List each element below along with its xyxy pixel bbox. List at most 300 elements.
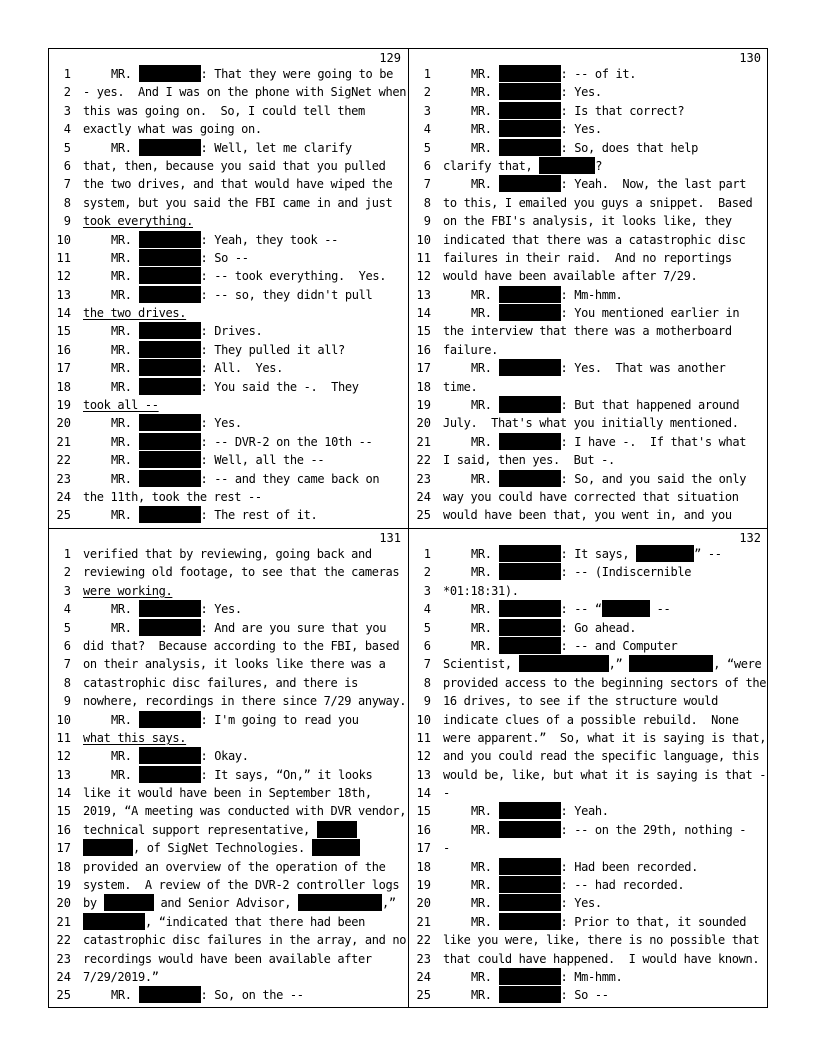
line-text: [83, 821, 357, 839]
line-number: 18: [416, 379, 431, 394]
transcript-line: [49, 729, 407, 747]
transcript-line: [49, 986, 407, 1004]
transcript-line: [409, 784, 767, 802]
line-number: 12: [416, 269, 431, 284]
text-segment: this was going on. So, I could tell them: [83, 103, 365, 118]
transcript-page: [49, 529, 407, 1007]
text-segment: : Yeah.: [560, 804, 609, 819]
transcript-line: [409, 747, 767, 765]
line-text: [83, 968, 159, 986]
text-segment: and Senior Advisor,: [153, 896, 298, 911]
transcript-line: [409, 65, 767, 83]
line-number: 1: [423, 547, 431, 561]
line-number: 2: [423, 85, 431, 100]
line-text: [443, 839, 450, 857]
transcript-line: [49, 322, 407, 340]
line-number: 1: [63, 67, 71, 81]
redaction-box: [499, 802, 561, 819]
text-segment: : -- and Computer: [560, 638, 678, 653]
text-segment: to this, I emailed you guys a snippet. Based: [443, 195, 753, 210]
transcript-page: [409, 529, 767, 1007]
line-text: [83, 784, 372, 802]
line-text: [111, 986, 304, 1004]
transcript-line: [49, 286, 407, 304]
line-text: [83, 692, 406, 710]
text-segment: ” --: [694, 547, 722, 561]
transcript-line: [49, 102, 407, 120]
text-segment: : Yeah. Now, the last part: [560, 177, 747, 192]
text-segment: like you were, like, there is no possible that: [443, 933, 760, 948]
transcript-line: [409, 286, 767, 304]
redaction-box: [499, 545, 561, 562]
redaction-box: [499, 637, 561, 654]
text-segment: : So, does that help: [560, 140, 698, 155]
line-number: 23: [56, 471, 71, 486]
redaction-box: [139, 747, 201, 764]
transcript-line: [409, 729, 767, 747]
transcript-line: [409, 711, 767, 729]
redaction-box: [139, 506, 201, 523]
line-text: [443, 729, 766, 747]
text-segment: MR.: [111, 471, 139, 486]
line-number: 8: [63, 675, 71, 690]
redaction-box: [636, 545, 694, 562]
page-number: 131: [379, 531, 401, 545]
line-text: [471, 619, 636, 637]
transcript-line: [409, 858, 767, 876]
transcript-line: [49, 231, 407, 249]
line-text: [111, 231, 338, 249]
transcript-line: [409, 600, 767, 618]
line-number: 19: [56, 878, 71, 893]
text-segment: 7/29/2019.”: [83, 969, 159, 984]
line-text: [83, 858, 385, 876]
transcript-line: [409, 267, 767, 285]
line-text: [443, 766, 766, 784]
page-number: 130: [739, 51, 761, 65]
text-segment: : But that happened around: [560, 398, 740, 413]
text-segment: -: [443, 841, 450, 856]
transcript-line: [409, 766, 767, 784]
line-number: 18: [56, 379, 71, 394]
text-segment: MR.: [471, 804, 499, 819]
text-segment: what this says.: [83, 730, 187, 745]
line-text: [471, 802, 609, 820]
text-segment: MR.: [111, 269, 139, 284]
redaction-box: [139, 451, 201, 468]
text-segment: : Drives.: [200, 324, 263, 339]
line-text: [111, 341, 345, 359]
line-text: [83, 545, 372, 563]
text-segment: : Well, let me clarify: [200, 140, 352, 155]
line-number: 19: [416, 878, 431, 893]
line-text: [443, 267, 697, 285]
text-segment: 2019, “A meeting was conducted with DVR vendor,: [83, 804, 407, 819]
line-number: 20: [56, 896, 71, 911]
text-segment: the interview that there was a motherboard: [443, 324, 732, 339]
text-segment: clarify that,: [443, 158, 540, 173]
line-text: [83, 157, 385, 175]
text-segment: by: [83, 896, 104, 911]
line-number: 6: [423, 638, 431, 653]
line-text: [111, 65, 393, 83]
redaction-box: [499, 102, 561, 119]
redaction-box: [139, 267, 201, 284]
redaction-box: [139, 433, 201, 450]
line-text: [443, 506, 732, 524]
line-number: 25: [416, 508, 431, 523]
line-text: [83, 729, 186, 747]
line-number: 10: [416, 712, 431, 727]
line-text: [83, 637, 399, 655]
redaction-box: [139, 286, 201, 303]
line-number: 16: [416, 822, 431, 837]
redaction-box: [499, 286, 561, 303]
line-number: 24: [416, 489, 431, 504]
text-segment: were apparent.” So, what it is saying is that,: [443, 730, 767, 745]
transcript-line: [49, 83, 407, 101]
line-number: 12: [56, 749, 71, 764]
text-segment: : -- “: [560, 602, 602, 617]
transcript-line: [409, 322, 767, 340]
text-segment: : It says,: [560, 547, 637, 561]
transcript-line: [409, 378, 767, 396]
line-text: [471, 858, 698, 876]
text-segment: MR.: [111, 324, 139, 339]
transcript-line: [49, 821, 407, 839]
transcript-line: [49, 894, 407, 912]
text-segment: indicate clues of a possible rebuild. None: [443, 712, 739, 727]
text-segment: MR.: [111, 712, 139, 727]
line-text: [471, 139, 698, 157]
text-segment: on the FBI's analysis, it looks like, they: [443, 214, 732, 229]
line-text: [111, 619, 386, 637]
line-number: 4: [423, 602, 431, 617]
text-segment: : -- DVR-2 on the 10th --: [200, 434, 373, 449]
text-segment: *01:18:31).: [443, 583, 519, 598]
redaction-box: [499, 968, 561, 985]
redaction-box: [139, 766, 201, 783]
line-text: [83, 582, 172, 600]
text-segment: , “were: [713, 657, 762, 672]
text-segment: : -- and they came back on: [200, 471, 380, 486]
line-number: 18: [56, 859, 71, 874]
line-text: [83, 194, 392, 212]
text-segment: that, then, because you said that you pulled: [83, 158, 386, 173]
line-number: 22: [56, 933, 71, 948]
line-number: 17: [416, 841, 431, 856]
transcript-line: [409, 470, 767, 488]
line-text: [471, 433, 746, 451]
transcript-line: [409, 304, 767, 322]
line-text: [443, 674, 766, 692]
line-text: [443, 249, 732, 267]
line-number: 13: [56, 767, 71, 782]
transcript-line: [49, 858, 407, 876]
line-text: [83, 931, 406, 949]
transcript-line: [409, 120, 767, 138]
line-text: [471, 637, 677, 655]
line-number: 21: [416, 434, 431, 449]
text-segment: MR.: [471, 177, 499, 192]
line-text: [443, 212, 732, 230]
line-number: 21: [416, 914, 431, 929]
text-segment: MR.: [471, 140, 499, 155]
line-number: 17: [56, 361, 71, 376]
line-number: 9: [63, 214, 71, 229]
text-segment: MR.: [111, 434, 139, 449]
line-text: [83, 488, 262, 506]
line-text: [471, 470, 746, 488]
text-segment: MR.: [471, 122, 499, 137]
line-text: [443, 194, 752, 212]
text-segment: technical support representative,: [83, 822, 317, 837]
redaction-box: [499, 83, 561, 100]
transcript-line: [409, 582, 767, 600]
line-text: [471, 600, 670, 618]
line-number: 13: [416, 287, 431, 302]
text-segment: : So, on the --: [200, 988, 304, 1003]
text-segment: did that? Because according to the FBI, based: [83, 638, 400, 653]
line-text: [471, 359, 726, 377]
text-segment: provided access to the beginning sectors of the: [443, 675, 767, 690]
line-number: 10: [56, 712, 71, 727]
redaction-box: [139, 619, 201, 636]
transcript-line: [49, 931, 407, 949]
text-segment: : So --: [560, 988, 609, 1003]
line-text: [443, 451, 615, 469]
transcript-line: [409, 488, 767, 506]
transcript-line: [49, 249, 407, 267]
line-text: [83, 175, 392, 193]
redaction-box: [104, 894, 154, 911]
line-number: 16: [56, 822, 71, 837]
line-number: 11: [56, 250, 71, 265]
line-number: 14: [56, 306, 71, 321]
line-text: [471, 968, 622, 986]
transcript-line: [409, 157, 767, 175]
text-segment: MR.: [111, 453, 139, 468]
line-number: 5: [423, 620, 431, 635]
line-text: [471, 913, 746, 931]
text-segment: - yes. And I was on the phone with SigNet when: [83, 85, 407, 100]
line-number: 9: [423, 694, 431, 709]
line-number: 15: [56, 804, 71, 819]
line-text: [443, 157, 602, 175]
line-text: [443, 931, 759, 949]
text-segment: MR.: [471, 638, 499, 653]
transcript-line: [49, 139, 407, 157]
transcript-line: [409, 802, 767, 820]
transcript-line: [49, 802, 407, 820]
redaction-box: [499, 359, 561, 376]
line-number: 22: [56, 453, 71, 468]
text-segment: : Mm-hmm.: [560, 969, 623, 984]
line-text: [471, 821, 746, 839]
transcript-sheet: [48, 48, 768, 1008]
text-segment: system. A review of the DVR-2 controller logs: [83, 878, 400, 893]
redaction-box: [499, 876, 561, 893]
line-text: [443, 747, 759, 765]
line-number: 7: [423, 657, 431, 672]
line-text: [111, 249, 249, 267]
line-text: [83, 655, 385, 673]
text-segment: MR.: [111, 508, 139, 523]
line-text: [471, 876, 684, 894]
text-segment: MR.: [471, 434, 499, 449]
line-text: [83, 102, 365, 120]
line-number: 3: [423, 583, 431, 598]
line-text: [83, 674, 358, 692]
text-segment: : -- had recorded.: [560, 878, 685, 893]
text-segment: that could have happened. I would have known.: [443, 951, 760, 966]
text-segment: : They pulled it all?: [200, 342, 345, 357]
transcript-line: [49, 619, 407, 637]
line-number: 15: [416, 324, 431, 339]
line-number: 6: [63, 158, 71, 173]
text-segment: : -- (Indiscernible: [560, 565, 692, 580]
text-segment: MR.: [471, 361, 499, 376]
redaction-box: [317, 821, 357, 838]
transcript-line: [49, 637, 407, 655]
line-text: [471, 304, 739, 322]
line-text: [83, 396, 159, 414]
redaction-box: [499, 821, 561, 838]
text-segment: MR.: [471, 969, 499, 984]
text-segment: MR.: [471, 67, 499, 81]
line-number: 19: [416, 398, 431, 413]
text-segment: indicated that there was a catastrophic disc: [443, 232, 746, 247]
line-text: [471, 545, 722, 563]
text-segment: were working.: [83, 583, 173, 598]
text-segment: system, but you said the FBI came in and just: [83, 195, 393, 210]
redaction-box: [298, 894, 382, 911]
text-segment: : Go ahead.: [560, 620, 637, 635]
text-segment: : -- took everything. Yes.: [200, 269, 387, 284]
text-segment: --: [649, 602, 671, 617]
text-segment: : The rest of it.: [200, 508, 318, 523]
text-segment: MR.: [111, 342, 139, 357]
line-number: 23: [56, 951, 71, 966]
transcript-line: [49, 120, 407, 138]
transcript-line: [409, 674, 767, 692]
page-lines: [49, 65, 407, 525]
page-number: 129: [379, 51, 401, 65]
text-segment: : Yes.: [560, 85, 602, 100]
line-text: [111, 139, 352, 157]
line-text: [471, 563, 691, 581]
text-segment: : So, and you said the only: [560, 471, 747, 486]
transcript-line: [49, 950, 407, 968]
transcript-line: [409, 139, 767, 157]
transcript-line: [409, 545, 767, 563]
transcript-line: [409, 175, 767, 193]
text-segment: : Yes.: [200, 416, 242, 431]
line-number: 4: [63, 122, 71, 137]
redaction-box: [139, 470, 201, 487]
line-text: [443, 488, 739, 506]
line-number: 4: [423, 122, 431, 137]
text-segment: failure.: [443, 342, 498, 357]
line-number: 25: [56, 988, 71, 1003]
line-number: 17: [416, 361, 431, 376]
line-number: 10: [56, 232, 71, 247]
line-number: 10: [416, 232, 431, 247]
text-segment: MR.: [471, 471, 499, 486]
transcript-line: [49, 839, 407, 857]
text-segment: : So --: [200, 250, 249, 265]
line-text: [111, 451, 324, 469]
text-segment: MR.: [111, 767, 139, 782]
redaction-box: [139, 322, 201, 339]
text-segment: : Had been recorded.: [560, 859, 698, 874]
line-number: 15: [416, 804, 431, 819]
transcript-line: [409, 986, 767, 1004]
transcript-line: [49, 766, 407, 784]
redaction-box: [629, 655, 713, 672]
text-segment: : Yes.: [560, 896, 602, 911]
transcript-line: [49, 212, 407, 230]
text-segment: : -- of it.: [560, 67, 637, 81]
text-segment: would have been that, you went in, and you: [443, 508, 732, 523]
line-text: [83, 894, 396, 912]
text-segment: MR.: [111, 749, 139, 764]
text-segment: and you could read the specific language, this: [443, 749, 760, 764]
transcript-line: [49, 655, 407, 673]
redaction-box: [139, 359, 201, 376]
transcript-line: [49, 267, 407, 285]
text-segment: MR.: [111, 232, 139, 247]
line-text: [111, 600, 242, 618]
text-segment: MR.: [471, 988, 499, 1003]
line-number: 5: [423, 140, 431, 155]
text-segment: : Yes. That was another: [560, 361, 726, 376]
redaction-box: [499, 175, 561, 192]
transcript-line: [409, 231, 767, 249]
text-segment: MR.: [111, 620, 139, 635]
line-text: [471, 120, 602, 138]
text-segment: : All. Yes.: [200, 361, 283, 376]
text-segment: : You said the -. They: [200, 379, 359, 394]
line-text: [111, 506, 317, 524]
line-text: [111, 747, 249, 765]
transcript-line: [409, 212, 767, 230]
line-number: 16: [416, 342, 431, 357]
text-segment: -: [443, 786, 450, 801]
transcript-line: [49, 304, 407, 322]
line-number: 23: [416, 951, 431, 966]
redaction-box: [499, 120, 561, 137]
text-segment: time.: [443, 379, 478, 394]
text-segment: MR.: [471, 85, 499, 100]
transcript-line: [49, 378, 407, 396]
transcript-line: [49, 396, 407, 414]
line-text: [111, 322, 262, 340]
line-text: [471, 102, 684, 120]
line-number: 1: [63, 547, 71, 561]
line-text: [443, 950, 759, 968]
text-segment: MR.: [471, 914, 499, 929]
transcript-line: [49, 545, 407, 563]
text-segment: : And are you sure that you: [200, 620, 387, 635]
text-segment: ,”: [608, 657, 630, 672]
line-text: [83, 839, 360, 857]
line-number: 9: [423, 214, 431, 229]
line-text: [83, 876, 399, 894]
line-number: 8: [63, 195, 71, 210]
line-number: 3: [423, 103, 431, 118]
text-segment: would be, like, but what it is saying is that -: [443, 767, 767, 782]
